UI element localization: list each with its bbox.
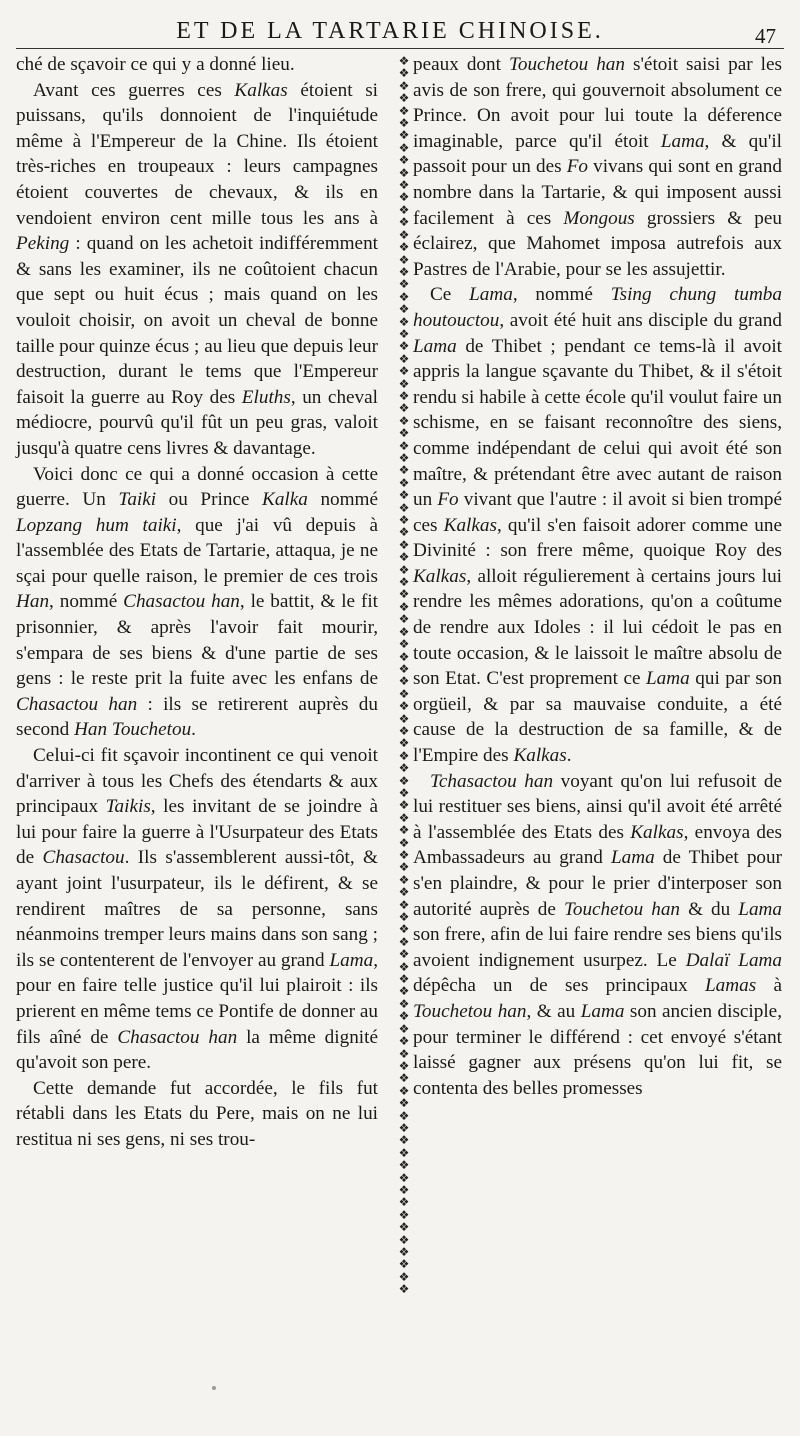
ornament-glyph: ❖ (398, 1145, 410, 1160)
text-run: ché de sçavoir ce qui y a donné lieu. (16, 54, 295, 75)
ornament-glyph: ❖ (398, 178, 410, 193)
italic-term: Lama (580, 1000, 625, 1022)
text-run: , les invitant de se joindre à lui pour faire la guerre à l'Usurpateur des Etats de (16, 796, 378, 869)
text-run: étoient si puissans, qu'ils donnoient de l'inquiétude même à l'Empereur de la Chine. Ils étoient très-riches en troupeaux : leurs campagnes étoient couvertes de chevaux, & ils en vendoient environ cent mille tous les ans à (16, 79, 378, 229)
paragraph (16, 52, 378, 78)
text-run: vivans qui sont en grand nombre dans la Tartarie, & qui imposent aussi facilement à ces (413, 156, 782, 229)
italic-term: Kalka (262, 489, 308, 511)
ornament-glyph: ❖ (398, 153, 410, 168)
ornament-glyph: ❖ (398, 165, 410, 180)
text-run: dépêcha un de ses principaux (413, 975, 706, 997)
italic-term: Eluths (241, 386, 291, 408)
ornament-glyph: ❖ (398, 103, 410, 118)
ornament-glyph: ❖ (398, 773, 410, 788)
italic-term: Chasactou han (117, 1026, 238, 1048)
italic-term: Taikis (105, 796, 151, 818)
ornament-glyph: ❖ (398, 326, 410, 341)
ornament-glyph: ❖ (398, 54, 410, 68)
ornament-glyph: ❖ (398, 426, 410, 441)
ornament-glyph: ❖ (398, 959, 410, 974)
text-run: , que j'ai vû depuis à l'assemblée des Etats de Tartarie, attaqua, je ne sçai pour quelle raison, le premier de ces trois (16, 514, 378, 587)
ornament-glyph: ❖ (398, 885, 410, 900)
ornament-glyph: ❖ (398, 612, 410, 627)
text-run: Voici donc ce qui a donné occasion à cette guerre. Un (16, 463, 378, 511)
ornament-glyph: ❖ (398, 277, 410, 292)
paragraph (413, 52, 782, 282)
ornament-glyph: ❖ (398, 1282, 410, 1297)
ornament-glyph: ❖ (398, 302, 410, 317)
ornament-glyph: ❖ (398, 128, 410, 143)
italic-term: Lama (329, 949, 374, 971)
text-run: , qu'il s'en faisoit adorer comme une Divinité : son frere même, quoique Roy des (413, 514, 783, 562)
ornament-glyph: ❖ (398, 872, 410, 887)
ornament-glyph: ❖ (398, 314, 410, 329)
text-run: la même dignité qu'avoit son pere. (16, 1026, 378, 1074)
ornament-glyph: ❖ (398, 215, 410, 230)
ornament-glyph: ❖ (398, 339, 410, 354)
ornament-glyph: ❖ (398, 823, 410, 838)
italic-term: Peking (16, 233, 70, 255)
ornament-glyph: ❖ (398, 674, 410, 689)
ornament-glyph: ❖ (398, 91, 410, 106)
italic-term: Touchetou han (563, 898, 681, 920)
text-run: s'étoit saisi par les avis de son frere, qui gouvernoit absolument ce Prince. On avoit pour lui toute la déference imaginable, parce qu'il étoit (413, 54, 782, 152)
ornament-glyph: ❖ (398, 66, 410, 81)
ornament-glyph: ❖ (398, 413, 410, 428)
italic-term: Kalkas (234, 79, 288, 101)
ornament-glyph: ❖ (398, 1269, 410, 1284)
ornament-glyph: ❖ (398, 1034, 410, 1049)
text-run: Avant ces guerres ces (33, 79, 235, 101)
text-run: son ancien disciple, pour terminer le différend : cet envoyé s'étant laissé gagner aux présens qu'on lui fit, se contenta des belles promesses (413, 1000, 782, 1099)
ornament-glyph: ❖ (398, 525, 410, 540)
ornament-glyph: ❖ (398, 562, 410, 577)
ornament-glyph: ❖ (398, 1058, 410, 1073)
ornament-glyph: ❖ (398, 451, 410, 465)
ornament-glyph: ❖ (398, 972, 410, 987)
text-run: , pour en faire telle justice qu'il lui plairoit : ils prierent en même tems ce Pontife de donner au fils aîné de (16, 949, 378, 1048)
text-run: vivant que l'autre : il avoit si bien trompé ces (413, 489, 783, 536)
italic-term: Lama (413, 335, 457, 357)
text-run: nommé (307, 489, 379, 511)
ornament-glyph: ❖ (398, 686, 410, 701)
text-run: , nommé (512, 284, 611, 306)
italic-term: Touchetou han (413, 1000, 527, 1022)
ornament-glyph: ❖ (398, 599, 410, 614)
ornament-glyph: ❖ (398, 190, 410, 205)
ornament-glyph: ❖ (398, 1220, 410, 1235)
italic-term: Lama (469, 284, 513, 306)
ornament-glyph: ❖ (398, 1120, 410, 1135)
ornament-glyph: ❖ (398, 575, 410, 590)
ornament-glyph: ❖ (398, 364, 410, 379)
ornament-glyph: ❖ (398, 761, 410, 776)
ornament-glyph: ❖ (398, 264, 410, 279)
italic-term: Kalkas (513, 745, 567, 767)
text-run: voyant qu'on lui refusoit de lui restituer ses biens, ainsi qu'il avoit été arrêté à l'assemblée des Etats des (413, 770, 782, 843)
text-run: ou Prince (156, 489, 263, 511)
text-run: , envoya des Ambassadeurs au grand (413, 821, 782, 869)
italic-term: Lama (738, 898, 782, 920)
ornament-glyph: ❖ (398, 922, 410, 937)
text-run: peaux dont (413, 54, 509, 75)
ornament-glyph: ❖ (398, 116, 410, 131)
text-run: de Thibet pour s'en plaindre, & pour le prier d'interposer son autorité auprès de (413, 847, 782, 920)
ornament-glyph: ❖ (398, 860, 410, 875)
ornament-glyph: ❖ (398, 624, 410, 639)
paragraph (413, 282, 782, 768)
ornament-glyph: ❖ (398, 649, 410, 664)
ornament-glyph: ❖ (398, 1071, 410, 1086)
page-number: 47 (755, 24, 776, 48)
ornament-glyph: ❖ (398, 1170, 410, 1185)
ornament-glyph: ❖ (398, 1009, 410, 1024)
ornament-glyph: ❖ (398, 723, 410, 738)
ornament-glyph: ❖ (398, 984, 410, 999)
text-run: . (191, 719, 196, 741)
ornament-glyph: ❖ (398, 1207, 410, 1222)
ornament-glyph: ❖ (398, 699, 410, 714)
italic-term: Fo (437, 489, 459, 511)
paragraph (16, 1076, 378, 1153)
ornament-glyph: ❖ (398, 78, 410, 93)
ornament-glyph: ❖ (398, 1133, 410, 1148)
ornament-glyph: ❖ (398, 537, 410, 552)
ornament-glyph: ❖ (398, 637, 410, 652)
text-run: Celui-ci fit sçavoir incontinent ce qui venoit d'arriver à tous les Chefs des étendarts & aux principaux (16, 745, 378, 818)
ornament-glyph: ❖ (398, 140, 410, 155)
ornament-glyph: ❖ (398, 1083, 410, 1098)
text-run: , le battit, & le fit prisonnier, & après l'avoir fait mourir, s'empara de ses biens & d'une partie de ses gens : le reste prit la fuite avec les enfans de (16, 591, 378, 690)
text-run: , un cheval médiocre, pourvû qu'il fût un peu gras, valoit jusqu'à quatre cens livres & davantage. (16, 386, 378, 459)
text-run: . (566, 745, 572, 767)
text-run: Ce (430, 284, 470, 306)
italic-term: Dalaï Lama (685, 949, 783, 971)
ornament-glyph: ❖ (398, 1195, 410, 1210)
ornament-glyph: ❖ (398, 240, 410, 255)
ornament-glyph: ❖ (398, 848, 410, 862)
ornament-glyph: ❖ (398, 1257, 410, 1272)
italic-term: Tchasactou han (430, 770, 554, 792)
ornament-glyph: ❖ (398, 202, 410, 217)
text-run: , & qu'il passoit pour un des (413, 130, 782, 178)
ornament-glyph: ❖ (398, 488, 410, 503)
ornament-glyph: ❖ (398, 500, 410, 515)
ornament-glyph: ❖ (398, 289, 410, 304)
text-run: son frere, afin de lui faire rendre ses biens qu'ils avoient indignement usurpez. Le (413, 924, 782, 971)
ornament-glyph: ❖ (398, 785, 410, 800)
italic-term: Lama (610, 847, 655, 869)
ornament-glyph: ❖ (398, 388, 410, 403)
ornament-glyph: ❖ (398, 376, 410, 391)
paragraph (16, 462, 378, 744)
text-run: qui par son orgüeil, & par sa mauvaise conduite, a été cause de la destruction de sa famille, & de l'Empire des (413, 668, 782, 767)
ornament-glyph: ❖ (398, 1182, 410, 1197)
ornament-glyph: ❖ (398, 587, 410, 602)
italic-term: Touchetou han (508, 54, 625, 75)
paper-speck (212, 1386, 216, 1390)
ornament-glyph: ❖ (398, 252, 410, 267)
text-run: Cette demande fut accordée, le fils fut rétabli dans les Etats du Pere, mais on ne lui restitua ni ses gens, ni ses trou- (16, 1077, 378, 1150)
paragraph (16, 743, 378, 1076)
italic-term: Chasactou han (16, 693, 138, 715)
ornament-glyph: ❖ (398, 934, 410, 949)
text-run: : ils se retirerent auprès du second (16, 693, 378, 741)
italic-term: Kalkas (413, 565, 467, 587)
ornament-glyph: ❖ (398, 1046, 410, 1061)
ornament-glyph: ❖ (398, 351, 410, 366)
ornament-glyph: ❖ (398, 910, 410, 925)
text-run: de Thibet ; pendant ce tems-là il avoit appris la langue sçavante du Thibet, & il s'étoit rendu si habile à cette école qu'il voulut faire un schisme, en se faisant reconnoître des siens, comme indépendant de celui qui avoit été son maître, & prétendant être avec autant de raison un (413, 335, 782, 511)
paragraph (16, 78, 378, 462)
ornament-glyph: ❖ (398, 463, 410, 478)
ornament-glyph: ❖ (398, 748, 410, 763)
text-run: . Ils s'assemblerent aussi-tôt, & ayant joint l'usurpateur, ils le défirent, & se rendirent maîtres de sa personne, sans néanmoins tremper leurs mains dans son sang ; ils se contenterent de l'envoyer au grand (16, 847, 378, 971)
italic-term: Chasactou han (123, 591, 240, 613)
ornament-glyph: ❖ (398, 1021, 410, 1036)
ornament-glyph: ❖ (398, 1245, 410, 1259)
ornament-glyph: ❖ (398, 835, 410, 850)
ornament-glyph: ❖ (398, 438, 410, 453)
ornament-glyph: ❖ (398, 1158, 410, 1173)
italic-term: Kalkas (443, 514, 497, 536)
ornament-glyph: ❖ (398, 1232, 410, 1247)
left-text-column (16, 52, 378, 1153)
ornament-glyph: ❖ (398, 1108, 410, 1123)
ornamental-column-divider (396, 54, 412, 1297)
paragraph (413, 769, 782, 1102)
text-run: grossiers & peu éclairez, que Mahomet imposa autrefois aux Pastres de l'Arabie, pour se les assujettir. (413, 207, 782, 280)
italic-term: Lopzang hum taiki (16, 514, 177, 536)
italic-term: Lama (646, 668, 690, 690)
ornament-glyph: ❖ (398, 1096, 410, 1111)
ornament-glyph: ❖ (398, 513, 410, 528)
ornament-glyph: ❖ (398, 401, 410, 416)
ornament-glyph: ❖ (398, 736, 410, 751)
italic-term: Chasactou (42, 847, 125, 869)
italic-term: Lamas (705, 975, 757, 997)
italic-term: Taiki (118, 489, 157, 511)
ornament-glyph: ❖ (398, 996, 410, 1011)
text-run: , alloit régulierement à certains jours lui rendre les mêmes adorations, qu'on a coûtume de rendre aux Idoles : il lui cédoit le pas en toute occasion, & le laissoit le maître absolu de son Etat. C'est proprement ce (413, 565, 782, 690)
header-rule (16, 48, 784, 49)
italic-term: Kalkas (630, 821, 684, 843)
ornament-glyph: ❖ (398, 227, 410, 242)
text-run: à (756, 975, 782, 997)
text-run: , avoit été huit ans disciple du grand (499, 309, 782, 331)
italic-term: Mongous (563, 207, 635, 229)
ornament-glyph: ❖ (398, 661, 410, 676)
text-run: & du (680, 898, 739, 920)
italic-term: Tsing chung tumba houtouctou (413, 284, 782, 331)
ornament-glyph: ❖ (398, 897, 410, 912)
ornament-glyph: ❖ (398, 947, 410, 962)
text-run: : quand on les achetoit indifféremment & sans les examiner, ils ne coûtoient chacun que sept ou huit écus ; mais quand on les vouloit choisir, on avoit un cheval de bonne taille pour quinze écus ; au lieu que depuis leur destruction, durant le tems que l'Empereur faisoit la guerre au Roy des (16, 233, 378, 408)
ornament-glyph: ❖ (398, 810, 410, 825)
text-run: , nommé (49, 591, 124, 613)
italic-term: Fo (566, 156, 589, 178)
right-text-column (413, 52, 782, 1101)
ornament-glyph: ❖ (398, 798, 410, 813)
ornament-glyph: ❖ (398, 475, 410, 490)
text-run: , & au (526, 1000, 581, 1022)
italic-term: Han Touchetou (74, 719, 192, 741)
ornament-glyph: ❖ (398, 711, 410, 726)
ornament-glyph: ❖ (398, 550, 410, 565)
italic-term: Lama (660, 130, 705, 152)
italic-term: Han (16, 591, 50, 613)
running-title: ET DE LA TARTARIE CHINOISE. (176, 18, 604, 44)
